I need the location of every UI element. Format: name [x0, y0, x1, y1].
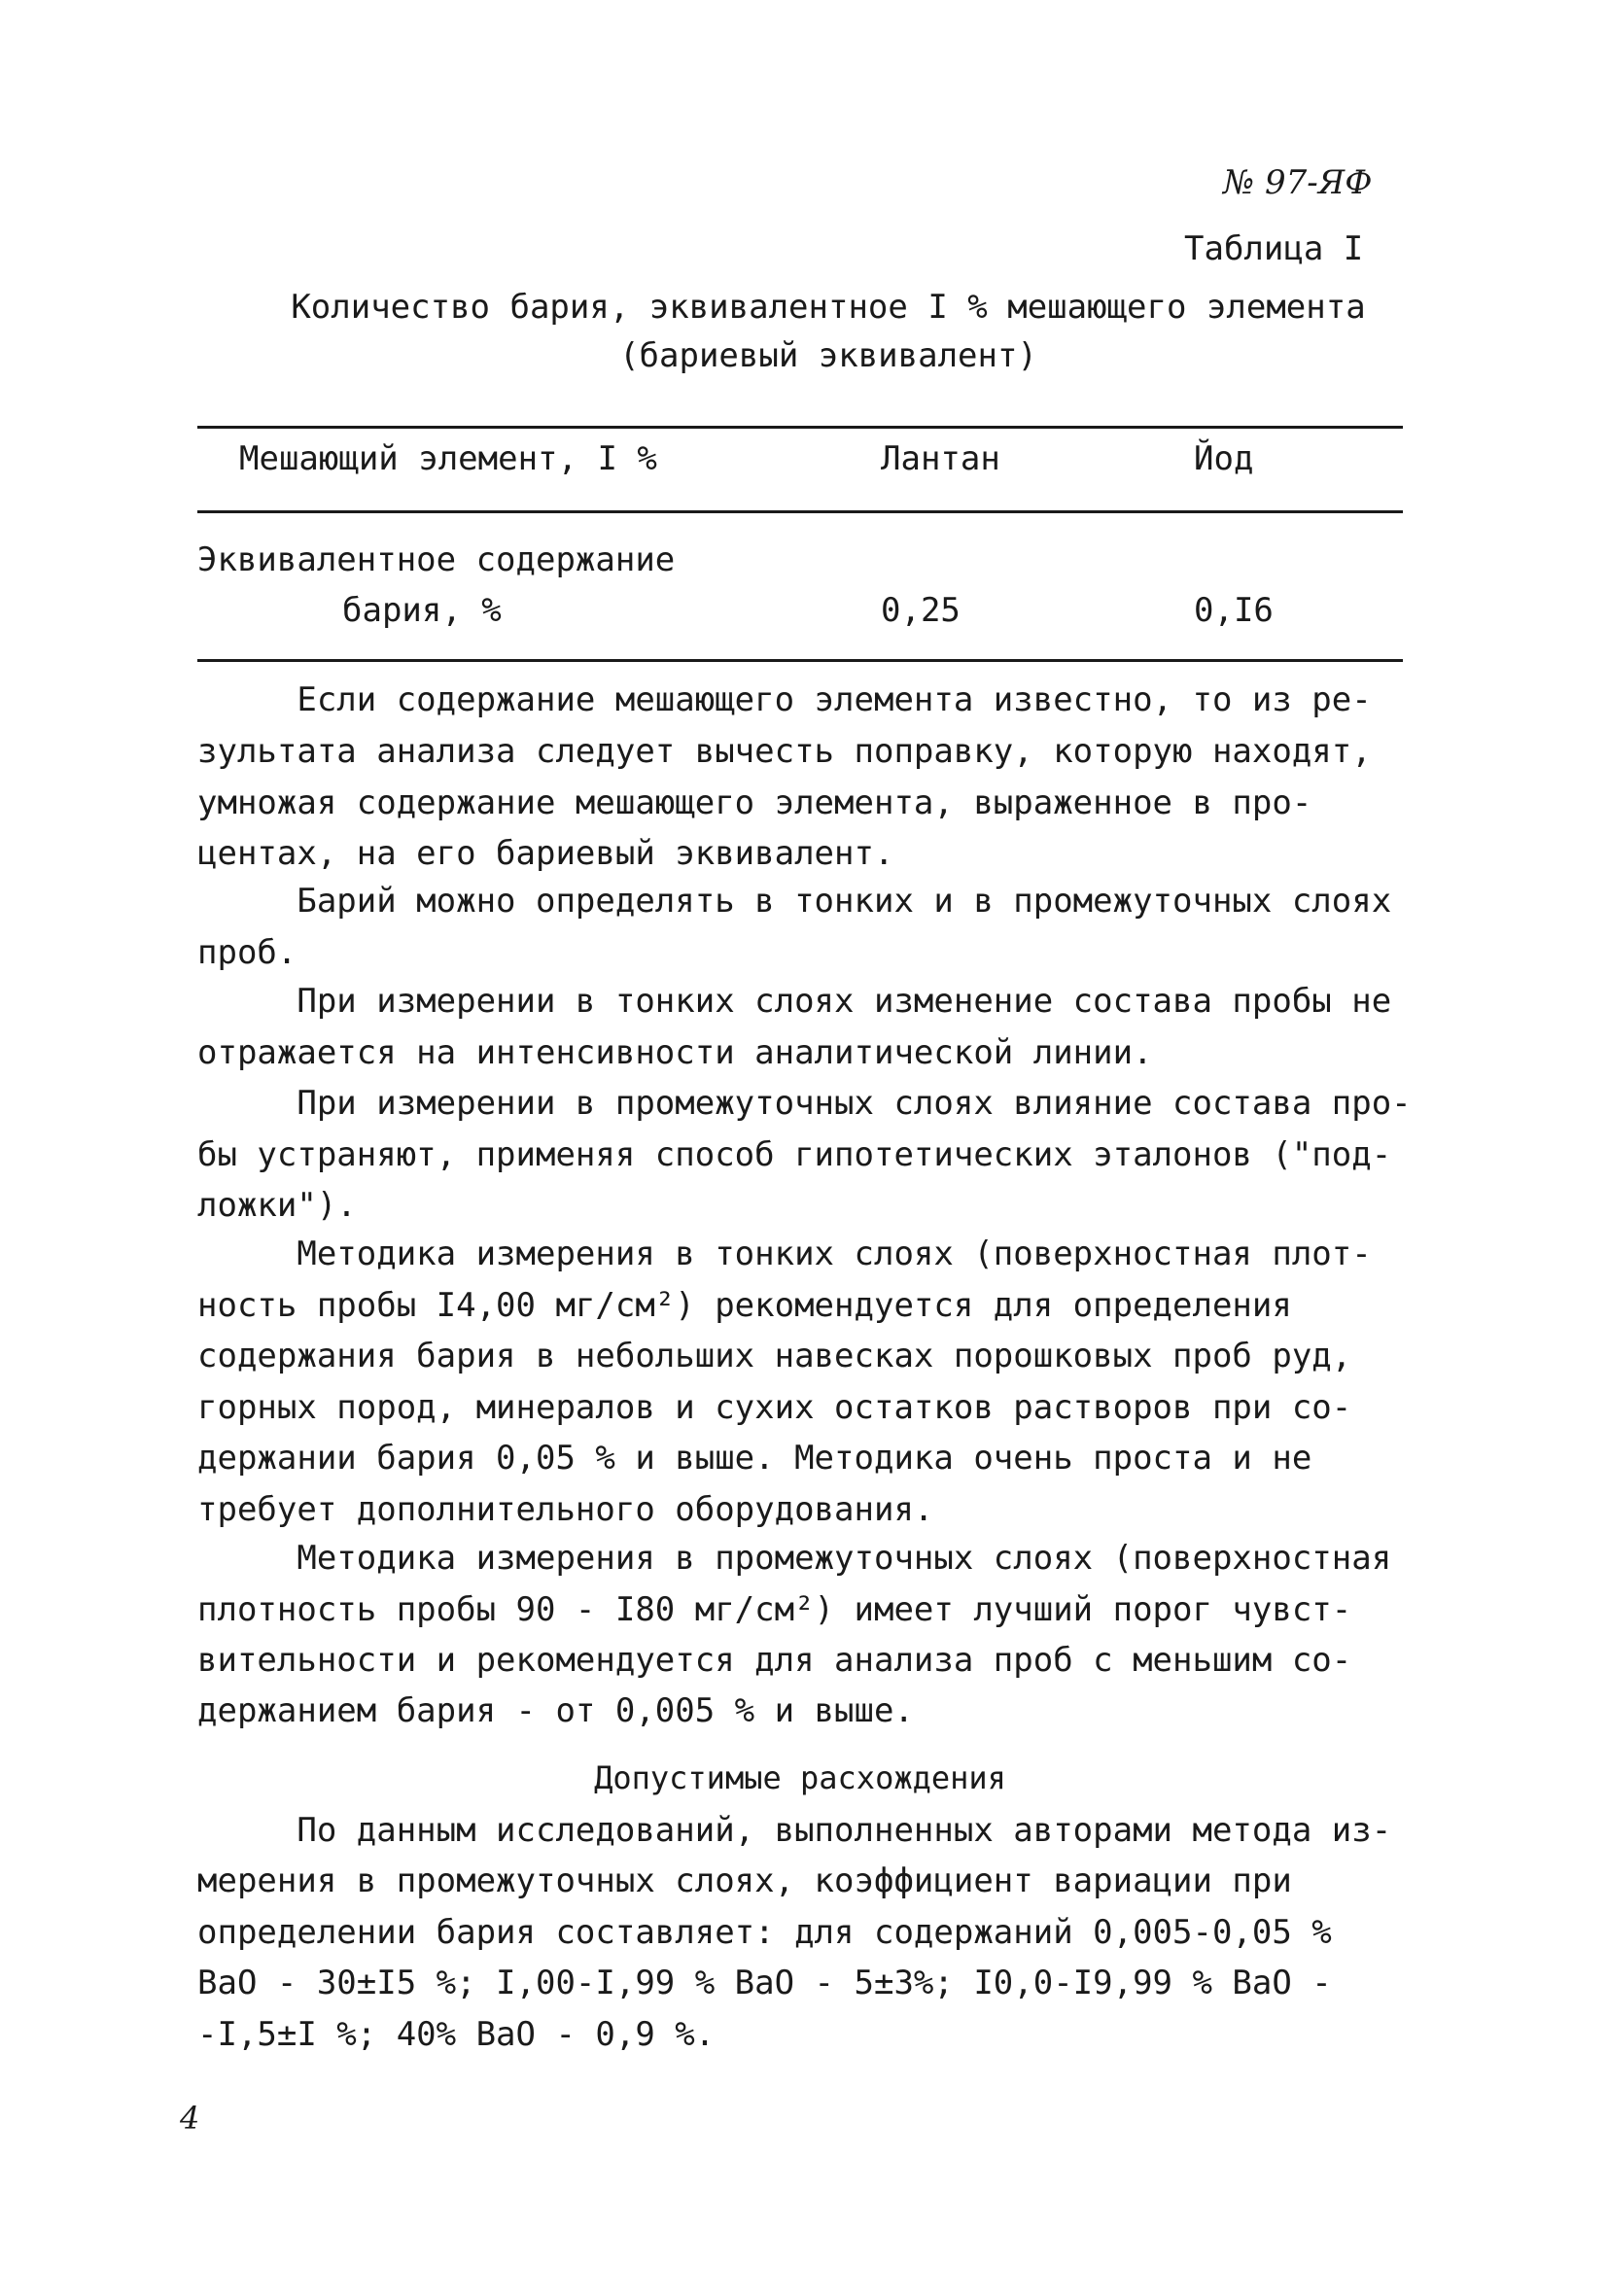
paragraph-3-line: отражается на интенсивности аналитической линии.: [197, 1033, 1153, 1072]
section-line: мерения в промежуточных слоях, коэффициент вариации при: [197, 1861, 1292, 1900]
paragraph-2-line: Барий можно определять в тонких и в промежуточных слоях: [197, 882, 1392, 921]
paragraph-5-line: требует дополнительного оборудования.: [197, 1490, 934, 1529]
table-value-iodine: 0,I6: [1194, 591, 1274, 630]
paragraph-6-line: плотность пробы 90 - I80 мг/см²) имеет лучший порог чувст-: [197, 1590, 1352, 1629]
paragraph-4-line: ложки").: [197, 1186, 357, 1225]
paragraph-1-line: центах, на его бариевый эквивалент.: [197, 834, 894, 873]
table-caption-line-1: Количество бария, эквивалентное I % мешающего элемента: [291, 288, 1366, 327]
paragraph-5-line: держании бария 0,05 % и выше. Методика очень проста и не: [197, 1439, 1312, 1478]
paragraph-4-line: При измерении в промежуточных слоях влияние состава про-: [197, 1084, 1412, 1123]
paragraph-6-line: вительности и рекомендуется для анализа проб с меньшим со-: [197, 1641, 1352, 1680]
table-bottom-rule: [197, 659, 1403, 662]
document-number: № 97-ЯФ: [1223, 163, 1373, 202]
paragraph-5-line: ность пробы I4,00 мг/см²) рекомендуется для определения: [197, 1286, 1292, 1325]
table-header-element: Мешающий элемент, I %: [239, 439, 657, 478]
section-title: Допустимые расхождения: [594, 1759, 1006, 1796]
page-number: 4: [180, 2100, 200, 2137]
paragraph-2-line: проб.: [197, 933, 297, 972]
paragraph-5-line: содержания бария в небольших навесках порошковых проб руд,: [197, 1337, 1352, 1375]
table-top-rule: [197, 426, 1403, 429]
table-header-iodine: Йод: [1194, 439, 1254, 478]
paragraph-5-line: горных пород, минералов и сухих остатков растворов при со-: [197, 1388, 1352, 1427]
section-line: По данным исследований, выполненных авторами метода из-: [197, 1811, 1392, 1850]
paragraph-1-line: зультата анализа следует вычесть поправку, которую находят,: [197, 732, 1372, 771]
table-header-lanthanum: Лантан: [881, 439, 1000, 478]
section-line: BaO - 30±I5 %; I,00-I,99 % BaO - 5±3%; I0,0-I9,99 % BaO -: [197, 1964, 1332, 2002]
table-value-lanthanum: 0,25: [881, 591, 961, 630]
table-row-label-line-2: бария, %: [342, 591, 502, 630]
paragraph-6-line: держанием бария - от 0,005 % и выше.: [197, 1691, 914, 1730]
paragraph-5-line: Методика измерения в тонких слоях (поверхностная плот-: [197, 1235, 1372, 1273]
paragraph-1-line: умножая содержание мешающего элемента, выраженное в про-: [197, 783, 1312, 822]
paragraph-3-line: При измерении в тонких слоях изменение состава пробы не: [197, 982, 1392, 1021]
section-line: определении бария составляет: для содержаний 0,005-0,05 %: [197, 1913, 1332, 1952]
paragraph-6-line: Методика измерения в промежуточных слоях (поверхностная: [197, 1539, 1392, 1578]
table-caption-line-2: (бариевый эквивалент): [619, 336, 1037, 375]
table-row-label-line-1: Эквивалентное содержание: [197, 540, 676, 579]
paragraph-4-line: бы устраняют, применяя способ гипотетических эталонов ("под-: [197, 1135, 1392, 1174]
section-line: -I,5±I %; 40% BaO - 0,9 %.: [197, 2015, 716, 2054]
table-label: Таблица I: [1184, 229, 1364, 268]
paragraph-1-line: Если содержание мешающего элемента известно, то из ре-: [197, 680, 1372, 719]
table-header-rule: [197, 510, 1403, 513]
